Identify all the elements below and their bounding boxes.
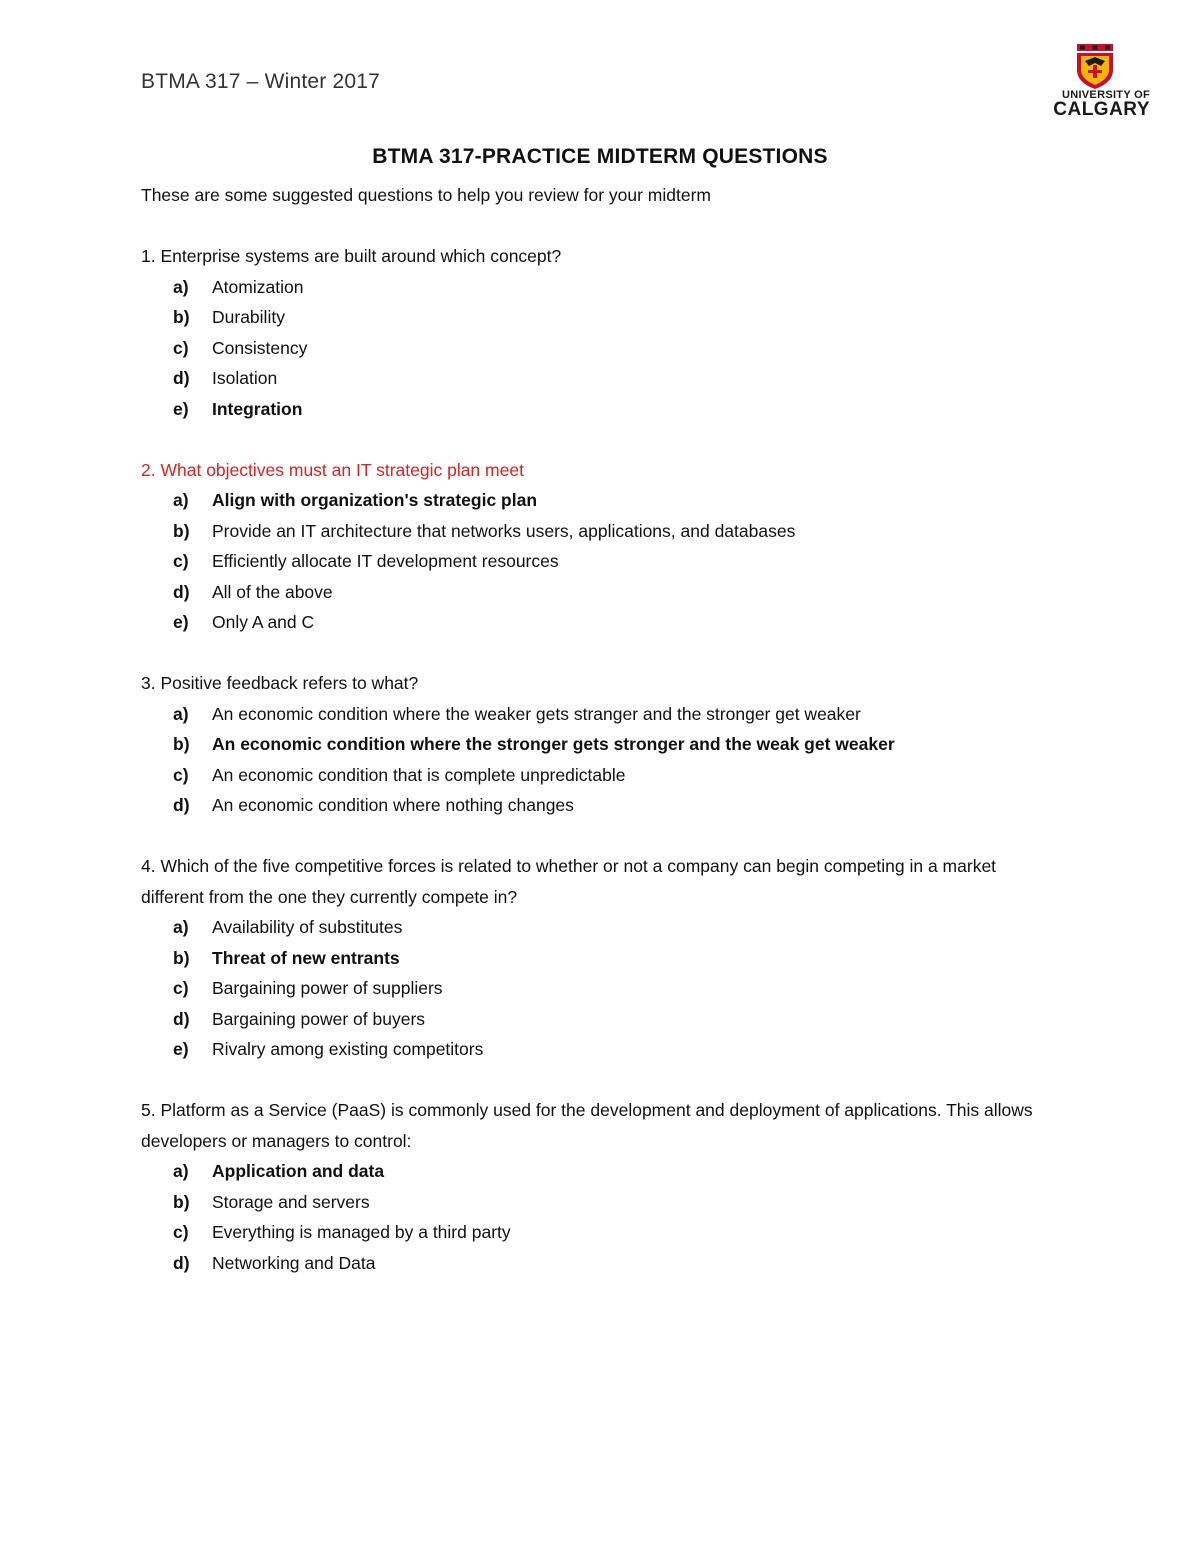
answer-option	[141, 363, 1061, 394]
option-text: Isolation	[212, 368, 278, 388]
option-text: Bargaining power of suppliers	[212, 978, 443, 998]
option-text: Provide an IT architecture that networks users, applications, and databases	[212, 520, 796, 541]
option-letter: c)	[173, 551, 189, 571]
logo-calgary: CALGARY	[1053, 99, 1150, 120]
option-text: Networking and Data	[212, 1252, 376, 1273]
option-text: An economic condition where nothing changes	[212, 795, 574, 815]
answer-option	[141, 1217, 1061, 1248]
option-letter: b)	[173, 1191, 190, 1212]
option-letter: b)	[173, 947, 190, 968]
option-letter: b)	[173, 520, 190, 541]
option-text: An economic condition that is complete unpredictable	[212, 764, 626, 785]
question-prompt: What objectives must an IT strategic plan meet	[160, 459, 524, 480]
option-letter: b)	[173, 734, 190, 754]
question-block	[141, 668, 1061, 821]
document-title: BTMA 317-PRACTICE MIDTERM QUESTIONS	[372, 145, 828, 168]
question-number: 1.	[141, 246, 156, 266]
answer-option	[141, 760, 1061, 791]
answer-option	[141, 790, 1061, 821]
answer-options	[141, 272, 1061, 425]
question-number: 5.	[141, 1100, 156, 1120]
answer-option	[141, 272, 1061, 303]
option-letter: c)	[173, 978, 189, 998]
university-crest-icon	[1074, 44, 1116, 90]
option-letter: d)	[173, 581, 190, 602]
question-number: 2.	[141, 459, 156, 480]
option-text: Efficiently allocate IT development resources	[212, 551, 559, 571]
question-block	[141, 1095, 1061, 1278]
course-term-header: BTMA 317 – Winter 2017	[141, 70, 381, 93]
option-letter: d)	[173, 1008, 190, 1029]
option-text: Storage and servers	[212, 1191, 370, 1212]
answer-option-correct	[141, 394, 1061, 425]
option-letter: a)	[173, 276, 189, 297]
question-block	[141, 455, 1061, 638]
option-letter: d)	[173, 795, 190, 815]
answer-option	[141, 912, 1061, 943]
answer-option	[141, 333, 1061, 364]
question-list	[141, 241, 1061, 1278]
answer-options	[141, 1156, 1061, 1278]
answer-options	[141, 699, 1061, 821]
option-text: Atomization	[212, 276, 304, 297]
question-prompt: Positive feedback refers to what?	[160, 673, 419, 693]
logo-university-of: UNIVERSITY OF	[1061, 89, 1150, 101]
question-text	[141, 851, 1061, 912]
option-letter: d)	[173, 368, 190, 388]
option-letter: a)	[173, 703, 189, 724]
option-text: Align with organization's strategic plan	[212, 490, 538, 510]
answer-option	[141, 607, 1061, 638]
option-text: Threat of new entrants	[212, 947, 400, 968]
answer-option	[141, 699, 1061, 730]
answer-option	[141, 577, 1061, 608]
answer-option	[141, 1004, 1061, 1035]
question-text	[141, 455, 1061, 486]
option-letter: c)	[173, 1222, 189, 1242]
option-letter: e)	[173, 398, 189, 419]
question-text	[141, 668, 1061, 699]
question-prompt: Which of the five competitive forces is related to whether or not a company can begin competing in a market different from the one they currently compete in?	[141, 856, 997, 907]
question-block	[141, 241, 1061, 424]
option-text: Durability	[212, 307, 285, 327]
question-text	[141, 1095, 1061, 1156]
option-letter: a)	[173, 490, 189, 510]
answer-option	[141, 546, 1061, 577]
option-text: All of the above	[212, 581, 333, 602]
university-logo	[1050, 44, 1150, 124]
option-text: Integration	[212, 398, 303, 419]
option-letter: e)	[173, 612, 189, 632]
option-letter: a)	[173, 917, 189, 937]
option-letter: d)	[173, 1252, 190, 1273]
option-text: Rivalry among existing competitors	[212, 1039, 484, 1059]
option-letter: b)	[173, 307, 190, 327]
answer-option	[141, 1248, 1061, 1279]
option-letter: c)	[173, 764, 189, 785]
option-text: An economic condition where the stronger gets stronger and the weak get weaker	[212, 734, 895, 754]
option-text: Only A and C	[212, 612, 315, 632]
question-prompt: Enterprise systems are built around which concept?	[160, 246, 562, 266]
option-text: Availability of substitutes	[212, 917, 403, 937]
option-text: Bargaining power of buyers	[212, 1008, 426, 1029]
answer-option	[141, 1034, 1061, 1065]
question-prompt: Platform as a Service (PaaS) is commonly used for the development and deployment of applications. This allows developers or managers to control:	[141, 1100, 1033, 1151]
answer-option-correct	[141, 729, 1061, 760]
answer-option	[141, 516, 1061, 547]
option-letter: e)	[173, 1039, 189, 1059]
option-letter: a)	[173, 1161, 189, 1181]
answer-option	[141, 302, 1061, 333]
option-text: Application and data	[212, 1161, 385, 1181]
answer-options	[141, 912, 1061, 1065]
question-block	[141, 851, 1061, 1065]
answer-option-correct	[141, 1156, 1061, 1187]
question-number: 3.	[141, 673, 156, 693]
intro-text: These are some suggested questions to help you review for your midterm	[141, 185, 712, 205]
document-body	[141, 180, 1061, 1278]
option-letter: c)	[173, 337, 189, 358]
option-text: Consistency	[212, 337, 308, 358]
answer-option-correct	[141, 943, 1061, 974]
question-text	[141, 241, 1061, 272]
option-text: An economic condition where the weaker gets stranger and the stronger get weaker	[212, 703, 861, 724]
option-text: Everything is managed by a third party	[212, 1222, 511, 1242]
answer-options	[141, 485, 1061, 638]
answer-option	[141, 973, 1061, 1004]
answer-option-correct	[141, 485, 1061, 516]
answer-option	[141, 1187, 1061, 1218]
question-number: 4.	[141, 856, 156, 876]
